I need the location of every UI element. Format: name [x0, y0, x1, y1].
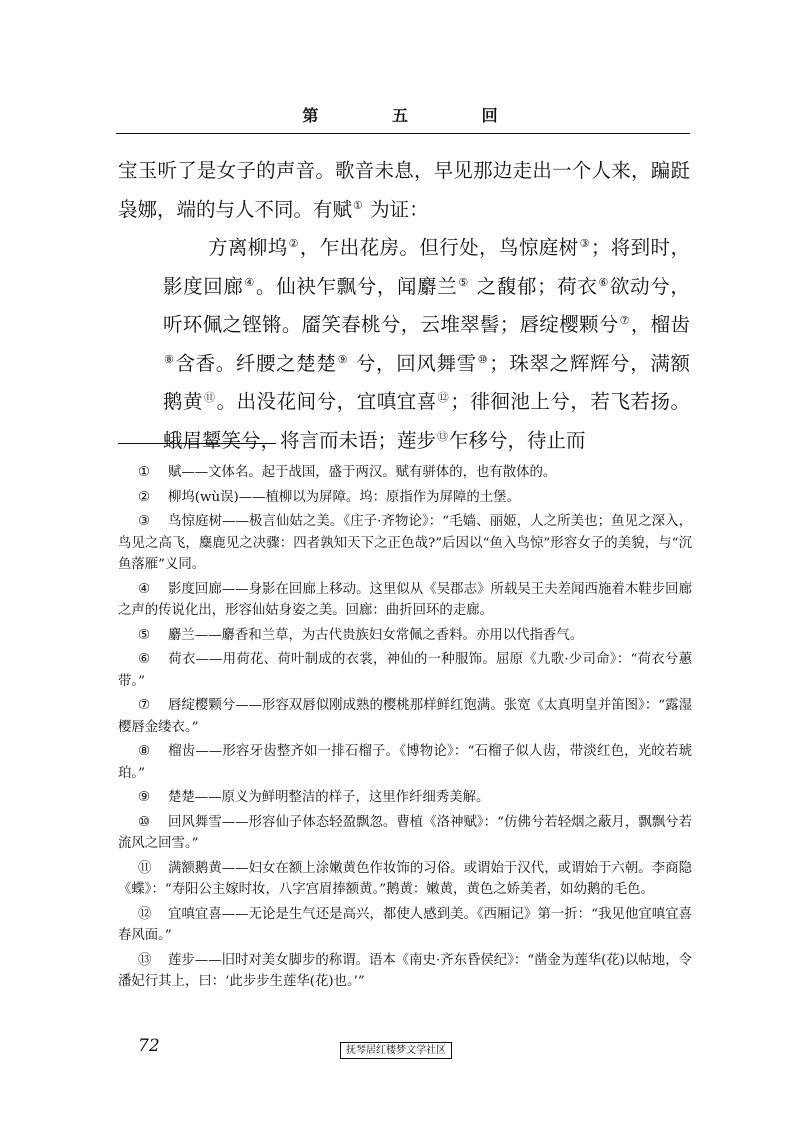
footnote-number: ⑤ [138, 627, 151, 643]
footnote-item [118, 695, 692, 738]
footnote-ref[interactable]: ⑤ [458, 275, 469, 289]
fu-text: 兮，回风舞雪 [349, 351, 477, 375]
footnote-ref[interactable]: ⑦ [619, 314, 630, 327]
footnote-item [118, 487, 692, 509]
footnote-item [118, 462, 692, 484]
footnote-ref[interactable]: ⑬ [437, 429, 449, 443]
footnote-number: ⑫ [138, 906, 152, 922]
footnote-number: ② [138, 489, 151, 505]
footnote-number: ① [138, 465, 151, 480]
footnote-item [118, 950, 692, 993]
footnote-text: 唇绽樱颗兮——形容双唇似刚成熟的樱桃那样鲜红饱满。张宽《太真明皇并笛图》：“露湿樱唇金缕衣。” [118, 698, 692, 735]
fu-text: ；珠翠之辉辉兮，满额鹅黄 [163, 351, 690, 413]
fu-text: 方离柳坞 [208, 236, 288, 259]
footnote-ref[interactable]: ③ [579, 237, 590, 250]
footnote-item [118, 787, 692, 809]
footnote-ref[interactable]: ⑨ [337, 352, 349, 366]
body-text [118, 154, 690, 458]
footnote-ref[interactable]: ④ [244, 275, 256, 289]
footnote-number: ④ [138, 581, 151, 597]
fu-text: ；徘徊池上兮，若飞若扬。蛾眉颦笑兮，将言而未语；莲步 [163, 390, 691, 452]
intro-text: 宝玉听了是女子的声音。歌音未息，早见那边走出一个人来，蹁跹袅娜，端的与人不同。有赋 [118, 159, 690, 221]
fu-text: 含香。纤腰之楚楚 [175, 351, 337, 375]
fu-text: 。出没花间兮，宜嗔宜喜 [216, 390, 437, 413]
fu-text: 之馥郁；荷衣 [469, 274, 598, 298]
footnote-text: 榴齿——形容牙齿整齐如一排石榴子。《博物论》：“石榴子似人齿，带淡红色，光皎若琥珀。” [118, 744, 692, 781]
header-rule [116, 133, 690, 134]
footnote-number: ③ [138, 514, 151, 529]
fu-paragraph [118, 227, 690, 458]
footnote-number: ⑬ [138, 952, 152, 968]
footnote-text: 影度回廊——身影在回廊上移动。这里似从《吴郡志》所载吴王夫差闻西施着木鞋步回廊之声的传说化出，形容仙姑身姿之美。回廊：曲折回环的走廊。 [118, 581, 692, 618]
footnote-text: 赋——文体名。起于战国，盛于两汉。赋有骈体的，也有散体的。 [168, 465, 557, 480]
footnote-item [118, 858, 692, 901]
footnote-text: 楚楚——原义为鲜明整洁的样子，这里作纤细秀美解。 [168, 790, 490, 805]
footnote-number: ⑦ [138, 698, 151, 713]
fu-text: ，榴齿 [630, 313, 690, 336]
fu-text: 乍移兮，待止而 [449, 428, 586, 452]
footnote-text: 莲步——旧时对美女脚步的称谓。语本《南史·齐东昏侯纪》：“凿金为莲华(花)以帖地，令潘妃行其上，曰：‘此步步生莲华(花)也。’” [118, 952, 692, 989]
footnote-item [118, 741, 692, 784]
footnote-number: ⑪ [138, 860, 152, 876]
footnote-text: 回风舞雪——形容仙子体态轻盈飘忽。曹植《洛神赋》：“仿佛兮若轻烟之蔽月，飘飘兮若流风之回雪。” [118, 814, 692, 851]
footnote-item [118, 904, 692, 947]
footnote-rule [118, 443, 276, 444]
footnote-ref[interactable]: ⑪ [204, 391, 216, 404]
footnote-item [118, 812, 692, 855]
footnote-item [118, 649, 692, 692]
footnote-ref[interactable]: ⑧ [164, 352, 175, 366]
footnote-item [118, 625, 692, 647]
footnote-ref[interactable]: ⑫ [437, 391, 450, 404]
footnote-number: ⑨ [138, 790, 151, 805]
footnote-text: 满额鹅黄——妇女在额上涂嫩黄色作妆饰的习俗。或谓始于汉代，或谓始于六朝。李商隐《蝶》：“寿阳公主嫁时妆，八字宫眉捧额黄。”鹅黄：嫩黄，黄色之娇美者，如幼鹅的毛色。 [118, 860, 692, 897]
footnote-number: ⑧ [138, 744, 151, 759]
footnote-ref[interactable]: ① [353, 198, 363, 212]
footnote-text: 麝兰——麝香和兰草，为古代贵族妇女常佩之香料。亦用以代指香气。 [168, 627, 584, 643]
footnote-item [118, 579, 692, 622]
chapter-title: 第 五 回 [302, 106, 532, 125]
fu-text: ；将到时，影度回廊 [163, 236, 690, 298]
footnote-number: ⑩ [138, 814, 151, 830]
fu-text: 欲动兮，听环佩之铿锵。靥笑春桃兮，云堆翠髻；唇绽樱颗兮 [163, 274, 690, 336]
watermark-stamp: 抚琴居红楼梦文学社区 [340, 1042, 452, 1059]
footnote-ref[interactable]: ⑩ [477, 352, 489, 366]
footnote-ref[interactable]: ② [288, 237, 299, 250]
page-number: 72 [138, 1036, 160, 1056]
fu-text: 。仙袂乍飘兮，闻麝兰 [256, 274, 458, 298]
footnote-text: 荷衣——用荷花、荷叶制成的衣裳，神仙的一种服饰。屈原《九歌·少司命》：“荷衣兮蕙带。” [118, 652, 692, 689]
footnote-text: 鸟惊庭树——极言仙姑之美。《庄子·齐物论》：“毛嫱、丽姬，人之所美也；鱼见之深入，鸟见之高飞，麋鹿见之决骤：四者孰知天下之正色哉?”后因以“鱼入鸟惊”形容女子的美貌，与“沉鱼落雁”义同。 [118, 514, 692, 572]
footnote-number: ⑥ [138, 652, 151, 667]
footnote-item [118, 511, 692, 576]
footnote-ref[interactable]: ⑥ [598, 275, 610, 289]
footnote-text: 柳坞(wù误)——植柳以为屏障。坞：原指作为屏障的土堡。 [168, 489, 520, 505]
footnote-text: 宜嗔宜喜——无论是生气还是高兴，都使人感到美。《西厢记》第一折：“我见他宜嗔宜喜春风面。” [118, 906, 692, 943]
intro-paragraph [118, 154, 690, 227]
fu-text: ，乍出花房。但行处，鸟惊庭树 [299, 236, 579, 259]
footnotes [118, 462, 692, 996]
intro-end: 为证： [363, 197, 429, 221]
